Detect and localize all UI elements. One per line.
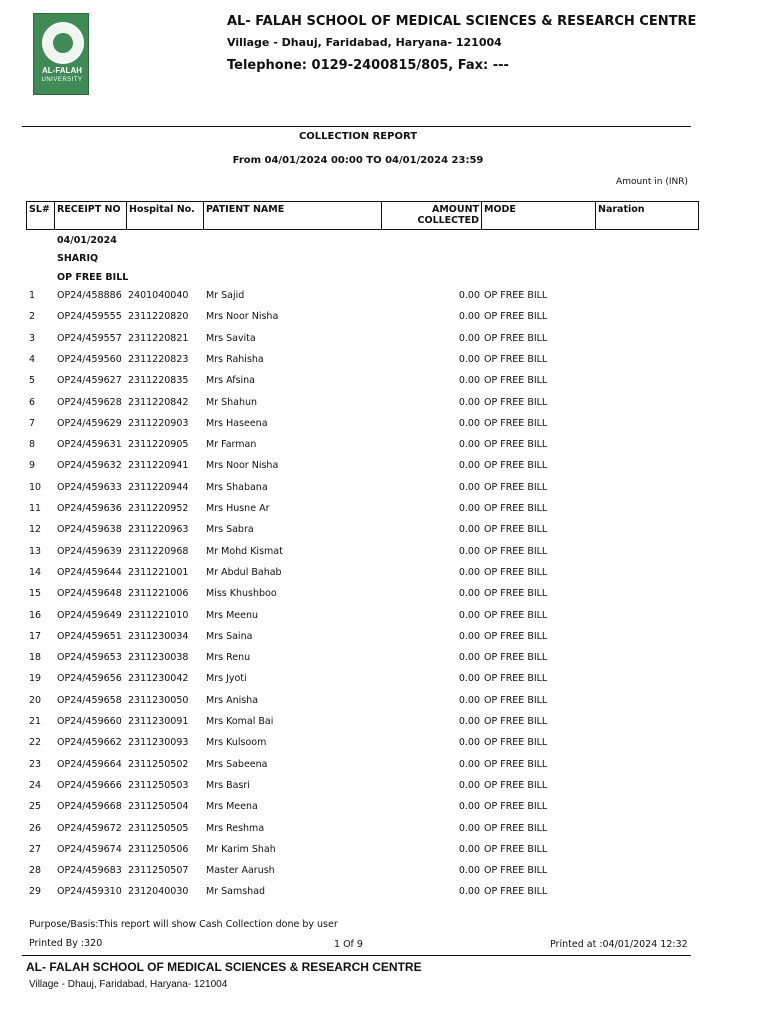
- cell-amount: 0.00: [458, 290, 480, 301]
- table-row: [0, 610, 768, 624]
- cell-sl: 20: [29, 694, 42, 706]
- cell-hospital: 2312040030: [128, 886, 189, 898]
- cell-patient: Mrs Sabra: [206, 524, 254, 536]
- cell-patient: Mrs Haseena: [206, 417, 268, 429]
- cell-patient: Mrs Afsina: [206, 375, 256, 387]
- cell-receipt: OP24/459653: [57, 652, 122, 664]
- cell-hospital: 2311250506: [128, 843, 189, 855]
- table-row: [0, 397, 768, 411]
- amount-currency-note: Amount in (INR): [616, 177, 688, 187]
- group-date: 04/01/2024: [57, 235, 117, 246]
- institution-name: AL- FALAH SCHOOL OF MEDICAL SCIENCES & RESEARCH CENTRE: [227, 14, 697, 29]
- table-row: [0, 844, 768, 858]
- table-row: [0, 631, 768, 645]
- cell-receipt: OP24/459666: [57, 779, 122, 791]
- col-naration: Naration: [596, 202, 699, 230]
- cell-receipt: OP24/459649: [57, 609, 122, 621]
- cell-amount: 0.00: [458, 332, 480, 344]
- cell-amount: 0.00: [458, 353, 480, 365]
- cell-sl: 14: [29, 566, 42, 578]
- cell-hospital: 2311221006: [128, 588, 189, 600]
- cell-amount: 0.00: [458, 524, 480, 536]
- cell-amount: 0.00: [458, 801, 480, 813]
- cell-hospital: 2311220842: [128, 396, 189, 408]
- cell-mode: OP FREE BILL: [484, 865, 548, 877]
- cell-hospital: 2311220820: [128, 311, 189, 323]
- cell-mode: OP FREE BILL: [484, 524, 548, 536]
- table-row: [0, 546, 768, 560]
- footer-institution-address: Village - Dhauj, Faridabad, Haryana- 121004: [29, 979, 228, 990]
- cell-patient: Mr Sajid: [206, 290, 245, 301]
- cell-amount: 0.00: [458, 630, 480, 642]
- cell-receipt: OP24/459656: [57, 673, 122, 685]
- table-row: [0, 588, 768, 602]
- cell-sl: 24: [29, 779, 42, 791]
- cell-patient: Mrs Reshma: [206, 822, 265, 834]
- cell-sl: 8: [29, 439, 36, 451]
- cell-receipt: OP24/459638: [57, 524, 122, 536]
- cell-receipt: OP24/459672: [57, 822, 122, 834]
- cell-hospital: 2311220835: [128, 375, 189, 387]
- cell-receipt: OP24/459632: [57, 460, 122, 472]
- cell-sl: 27: [29, 843, 42, 855]
- col-hospital-no: Hospital No.: [127, 202, 204, 230]
- table-row: [0, 375, 768, 389]
- cell-mode: OP FREE BILL: [484, 694, 548, 706]
- cell-mode: OP FREE BILL: [484, 843, 548, 855]
- cell-mode: OP FREE BILL: [484, 375, 548, 387]
- footer-divider: [22, 955, 691, 956]
- cell-patient: Mr Shahun: [206, 396, 258, 408]
- table-row: [0, 673, 768, 687]
- cell-sl: 15: [29, 588, 42, 600]
- cell-sl: 29: [29, 886, 42, 898]
- cell-sl: 7: [29, 417, 36, 429]
- cell-receipt: OP24/459664: [57, 758, 122, 770]
- cell-mode: OP FREE BILL: [484, 630, 548, 642]
- table-row: [0, 716, 768, 730]
- purpose-note: Purpose/Basis:This report will show Cash Collection done by user: [29, 919, 338, 930]
- cell-sl: 1: [29, 290, 36, 301]
- cell-patient: Mr Samshad: [206, 886, 266, 898]
- printed-at: Printed at :04/01/2024 12:32: [550, 939, 688, 950]
- cell-sl: 13: [29, 545, 42, 557]
- cell-amount: 0.00: [458, 396, 480, 408]
- cell-amount: 0.00: [458, 779, 480, 791]
- cell-patient: Miss Khushboo: [206, 588, 277, 600]
- cell-amount: 0.00: [458, 439, 480, 451]
- col-amount-line1: AMOUNT: [431, 204, 479, 215]
- table-row: [0, 801, 768, 815]
- cell-receipt: OP24/459668: [57, 801, 122, 813]
- cell-amount: 0.00: [458, 503, 480, 514]
- cell-patient: Mrs Meenu: [206, 609, 258, 621]
- cell-hospital: 2311230050: [128, 694, 189, 706]
- page-number: 1 Of 9: [334, 939, 363, 950]
- institution-address: Village - Dhauj, Faridabad, Haryana- 121004: [227, 36, 502, 49]
- table-row: [0, 333, 768, 347]
- cell-patient: Master Aarush: [206, 865, 275, 877]
- cell-mode: OP FREE BILL: [484, 652, 548, 664]
- cell-amount: 0.00: [458, 652, 480, 664]
- cell-amount: 0.00: [458, 460, 480, 472]
- cell-mode: OP FREE BILL: [484, 886, 548, 898]
- cell-hospital: 2311220963: [128, 524, 189, 536]
- table-row: [0, 503, 768, 517]
- cell-sl: 19: [29, 673, 42, 685]
- table-row: [0, 823, 768, 837]
- group-bill-type: OP FREE BILL: [57, 272, 129, 283]
- report-table-header: [26, 201, 699, 230]
- col-patient-name: PATIENT NAME: [204, 202, 382, 230]
- table-row: [0, 865, 768, 879]
- cell-sl: 28: [29, 865, 42, 877]
- cell-hospital: 2311220944: [128, 481, 189, 493]
- cell-sl: 18: [29, 652, 42, 664]
- cell-sl: 9: [29, 460, 36, 472]
- table-row: [0, 482, 768, 496]
- cell-amount: 0.00: [458, 694, 480, 706]
- cell-receipt: OP24/459651: [57, 630, 122, 642]
- table-row: [0, 567, 768, 581]
- cell-receipt: OP24/459627: [57, 375, 122, 387]
- cell-hospital: 2311250502: [128, 758, 189, 770]
- table-row: [0, 418, 768, 432]
- cell-receipt: OP24/459631: [57, 439, 122, 451]
- cell-hospital: 2311230038: [128, 652, 189, 664]
- cell-sl: 22: [29, 737, 42, 749]
- col-amount-collected: [382, 202, 482, 230]
- cell-mode: OP FREE BILL: [484, 460, 548, 472]
- cell-receipt: OP24/459683: [57, 865, 122, 877]
- cell-receipt: OP24/459662: [57, 737, 122, 749]
- cell-mode: OP FREE BILL: [484, 801, 548, 813]
- cell-mode: OP FREE BILL: [484, 779, 548, 791]
- cell-hospital: 2311220905: [128, 439, 189, 451]
- table-row: [0, 439, 768, 453]
- cell-hospital: 2311250505: [128, 822, 189, 834]
- table-row: [0, 311, 768, 325]
- cell-sl: 3: [29, 332, 36, 344]
- table-row: [0, 524, 768, 538]
- cell-patient: Mrs Noor Nisha: [206, 311, 279, 323]
- cell-receipt: OP24/459557: [57, 332, 122, 344]
- cell-patient: Mrs Jyoti: [206, 673, 247, 685]
- cell-mode: OP FREE BILL: [484, 545, 548, 557]
- table-row: [0, 886, 768, 900]
- cell-patient: Mr Mohd Kismat: [206, 545, 283, 557]
- cell-patient: Mrs Saina: [206, 630, 253, 642]
- cell-patient: Mr Abdul Bahab: [206, 566, 282, 578]
- report-date-range: From 04/01/2024 00:00 TO 04/01/2024 23:59: [232, 155, 484, 166]
- cell-amount: 0.00: [458, 417, 480, 429]
- table-row: [0, 354, 768, 368]
- cell-receipt: OP24/459660: [57, 716, 122, 727]
- cell-mode: OP FREE BILL: [484, 673, 548, 685]
- university-logo: [33, 13, 89, 95]
- cell-mode: OP FREE BILL: [484, 822, 548, 834]
- cell-amount: 0.00: [458, 673, 480, 685]
- cell-receipt: OP24/459555: [57, 311, 122, 323]
- cell-receipt: OP24/459636: [57, 503, 122, 514]
- cell-patient: Mrs Meena: [206, 801, 258, 813]
- cell-mode: OP FREE BILL: [484, 503, 548, 514]
- logo-text-line2: UNIVERSITY: [41, 77, 83, 83]
- cell-amount: 0.00: [458, 566, 480, 578]
- cell-mode: OP FREE BILL: [484, 332, 548, 344]
- cell-patient: Mrs Renu: [206, 652, 251, 664]
- cell-patient: Mrs Sabeena: [206, 758, 268, 770]
- cell-amount: 0.00: [458, 481, 480, 493]
- cell-amount: 0.00: [458, 737, 480, 749]
- cell-receipt: OP24/459633: [57, 481, 122, 493]
- cell-receipt: OP24/459674: [57, 843, 122, 855]
- cell-sl: 23: [29, 758, 42, 770]
- cell-hospital: 2311220941: [128, 460, 189, 472]
- cell-sl: 10: [29, 481, 42, 493]
- header-divider: [22, 126, 691, 127]
- cell-receipt: OP24/459629: [57, 417, 122, 429]
- cell-patient: Mr Karim Shah: [206, 843, 276, 855]
- table-row: [0, 759, 768, 773]
- institution-telephone: Telephone: 0129-2400815/805, Fax: ---: [227, 58, 509, 73]
- cell-patient: Mrs Kulsoom: [206, 737, 267, 749]
- cell-hospital: 2311220903: [128, 417, 189, 429]
- table-row: [0, 460, 768, 474]
- cell-sl: 25: [29, 801, 42, 813]
- cell-receipt: OP24/459628: [57, 396, 122, 408]
- table-row: [0, 652, 768, 666]
- cell-amount: 0.00: [458, 609, 480, 621]
- col-mode: MODE: [482, 202, 596, 230]
- cell-sl: 6: [29, 396, 36, 408]
- cell-mode: OP FREE BILL: [484, 311, 548, 323]
- cell-sl: 4: [29, 353, 36, 365]
- cell-mode: OP FREE BILL: [484, 353, 548, 365]
- cell-mode: OP FREE BILL: [484, 566, 548, 578]
- cell-sl: 21: [29, 716, 42, 727]
- cell-mode: OP FREE BILL: [484, 290, 548, 301]
- cell-mode: OP FREE BILL: [484, 716, 548, 727]
- table-row: [0, 290, 768, 304]
- cell-hospital: 2311250503: [128, 779, 189, 791]
- cell-patient: Mrs Noor Nisha: [206, 460, 279, 472]
- cell-patient: Mr Farman: [206, 439, 257, 451]
- cell-mode: OP FREE BILL: [484, 588, 548, 600]
- col-sl: SL#: [27, 202, 55, 230]
- cell-mode: OP FREE BILL: [484, 609, 548, 621]
- cell-hospital: 2311220952: [128, 503, 189, 514]
- cell-sl: 16: [29, 609, 42, 621]
- cell-amount: 0.00: [458, 758, 480, 770]
- cell-mode: OP FREE BILL: [484, 481, 548, 493]
- cell-patient: Mrs Rahisha: [206, 353, 264, 365]
- footer-institution-name: AL- FALAH SCHOOL OF MEDICAL SCIENCES & RESEARCH CENTRE: [26, 960, 422, 974]
- cell-mode: OP FREE BILL: [484, 758, 548, 770]
- cell-hospital: 2311230042: [128, 673, 189, 685]
- cell-sl: 12: [29, 524, 42, 536]
- cell-hospital: 2311250507: [128, 865, 189, 877]
- group-user: SHARIQ: [57, 253, 99, 264]
- cell-sl: 11: [29, 503, 42, 514]
- cell-patient: Mrs Savita: [206, 332, 256, 344]
- cell-hospital: 2311230093: [128, 737, 189, 749]
- cell-receipt: OP24/459310: [57, 886, 122, 898]
- cell-sl: 5: [29, 375, 36, 387]
- cell-amount: 0.00: [458, 375, 480, 387]
- cell-patient: Mrs Anisha: [206, 694, 259, 706]
- cell-patient: Mrs Basri: [206, 779, 250, 791]
- cell-mode: OP FREE BILL: [484, 396, 548, 408]
- cell-receipt: OP24/459644: [57, 566, 122, 578]
- cell-amount: 0.00: [458, 716, 480, 727]
- cell-amount: 0.00: [458, 886, 480, 898]
- cell-amount: 0.00: [458, 822, 480, 834]
- cell-hospital: 2311230034: [128, 630, 189, 642]
- logo-emblem-icon: [42, 22, 84, 64]
- cell-hospital: 2311250504: [128, 801, 189, 813]
- table-row: [0, 695, 768, 709]
- cell-hospital: 2401040040: [128, 290, 189, 301]
- table-row: [0, 780, 768, 794]
- cell-hospital: 2311221001: [128, 566, 189, 578]
- cell-hospital: 2311220823: [128, 353, 189, 365]
- report-title: COLLECTION REPORT: [298, 131, 418, 142]
- cell-sl: 17: [29, 630, 42, 642]
- cell-amount: 0.00: [458, 865, 480, 877]
- cell-receipt: OP24/459560: [57, 353, 122, 365]
- cell-hospital: 2311221010: [128, 609, 189, 621]
- cell-amount: 0.00: [458, 545, 480, 557]
- col-receipt-no: RECEIPT NO: [55, 202, 127, 230]
- cell-hospital: 2311220968: [128, 545, 189, 557]
- cell-sl: 2: [29, 311, 36, 323]
- cell-receipt: OP24/458886: [57, 290, 122, 301]
- col-amount-line2: COLLECTED: [417, 215, 479, 226]
- cell-hospital: 2311230091: [128, 716, 189, 727]
- table-row: [0, 737, 768, 751]
- cell-mode: OP FREE BILL: [484, 417, 548, 429]
- cell-mode: OP FREE BILL: [484, 439, 548, 451]
- cell-amount: 0.00: [458, 843, 480, 855]
- cell-patient: Mrs Shabana: [206, 481, 268, 493]
- cell-amount: 0.00: [458, 311, 480, 323]
- cell-mode: OP FREE BILL: [484, 737, 548, 749]
- printed-by: Printed By :320: [29, 938, 103, 949]
- cell-patient: Mrs Husne Ar: [206, 503, 270, 514]
- cell-patient: Mrs Komal Bai: [206, 716, 274, 727]
- cell-amount: 0.00: [458, 588, 480, 600]
- cell-receipt: OP24/459658: [57, 694, 122, 706]
- cell-receipt: OP24/459639: [57, 545, 122, 557]
- logo-text-line1: AL-FALAH: [42, 66, 82, 75]
- cell-hospital: 2311220821: [128, 332, 189, 344]
- cell-sl: 26: [29, 822, 42, 834]
- cell-receipt: OP24/459648: [57, 588, 122, 600]
